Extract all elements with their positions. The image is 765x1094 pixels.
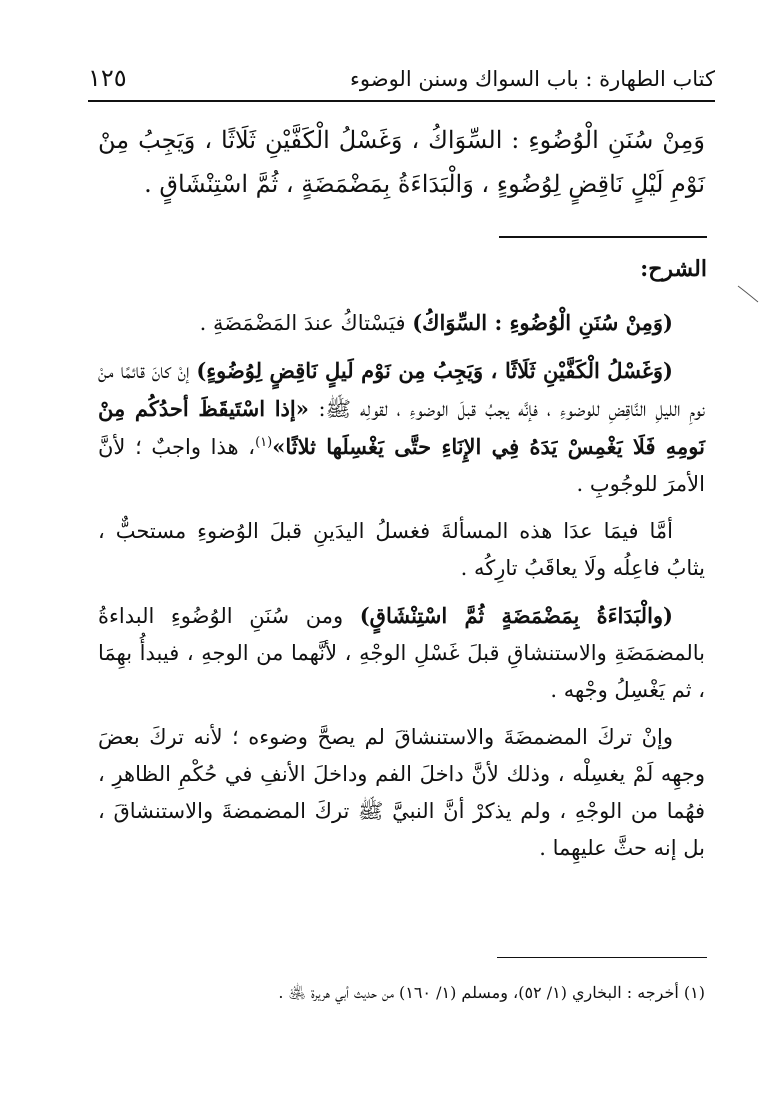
running-title: كتاب الطهارة : باب السواك وسنن الوضوء	[350, 67, 715, 91]
footnote-divider	[497, 957, 707, 958]
sharh-heading: الشرح:	[640, 256, 707, 282]
paragraph-1	[98, 304, 705, 342]
paragraph-text: إنْ كانَ قائمًا منْ نومِ الليلِ النَّاقِضِ للوضوءِ ، فإنَّه يجبُ قبلَ الوضوءِ ، لقولِه ﷺ:	[98, 359, 705, 421]
paragraph-text: ومن سُنَنِ الوُضُوءِ البداءةُ بالمضمَضَةِ والاستنشاقِ قبلَ غَسْلِ الوجْهِ ، لأنَّهما من الوجهِ ، فيبدأُ بهِمَا ، ثم يَغْسِلُ وجْهه .	[98, 604, 705, 702]
page-number: ١٢٥	[88, 64, 127, 92]
section-divider	[499, 236, 707, 238]
paragraph-3	[98, 513, 705, 587]
commentary-body	[98, 304, 705, 877]
quoted-matn: (والْبَدَاءَةُ بِمَضْمَضَةٍ ثُمَّ اسْتِنْشَاقٍ)	[359, 603, 673, 628]
matn-text: وَمِنْ سُنَنِ الْوُضُوءِ : السِّوَاكُ ، وَغَسْلُ الْكَفَّيْنِ ثَلَاثًا ، وَيَجِبُ مِنْ نَوْمِ لَيْلٍ نَاقِضٍ لِوُضُوءٍ ، وَالْبَدَاءَةُ بِمَضْمَضَةٍ ، ثُمَّ اسْتِنْشَاقٍ .	[98, 126, 705, 198]
paragraph-text: أمَّا فيمَا عدَا هذه المسألةَ فغسلُ اليدَينِ قبلَ الوُضوءِ مستحبٌّ ، يثابُ فاعِلُه ولَا يعاقَبُ تارِكُه .	[98, 519, 705, 580]
footnote-reference[interactable]: (١)	[255, 435, 273, 450]
paragraph-5	[98, 719, 705, 867]
paragraph-4	[98, 597, 705, 709]
paragraph-text: وإنْ تركَ المضمضَةَ والاستنشاقَ لم يصحَّ وضوءه ؛ لأنه تركَ بعضَ وجهِه لَمْ يغسِلْه ، وذلك لأنَّ داخلَ الفم وداخلَ الأنفِ في حُكْمِ الظاهرِ ، فهُما من الوجْهِ ، ولم يذكرْ أنَّ النبيَّ ﷺ تركَ المضمضةَ والاستنشاقَ ، بل إنه حثَّ عليهِما .	[98, 725, 705, 860]
footnote: (١) أخرجه : البخاري (١/ ٥٢)، ومسلم (١/ ١٦٠) من حديث أبي هريرة ﵁ .	[278, 983, 705, 1002]
quoted-matn: (وَغَسْلُ الْكَفَّيْنِ ثَلَاثًا ، وَيَجِبُ مِن نَوْم لَيلٍ نَاقِضٍ لِوُضُوءٍ)	[196, 358, 673, 383]
paragraph-text: ، هذا واجبٌ ؛ لأنَّ الأمرَ للوجُوبِ .	[98, 435, 705, 496]
paragraph-text: فيَسْتاكُ عندَ المَضْمَضَةِ .	[199, 311, 413, 335]
margin-mark-icon	[736, 284, 760, 304]
quoted-matn: (وَمِنْ سُنَنِ الْوُضُوءِ : السِّوَاكُ)	[412, 310, 673, 335]
header-rule	[88, 100, 715, 102]
hadith-quote: «إذا اسْتَيقَظَ أحدُكُم مِنْ نَومِهِ فَلَا يَغْمِسْ يَدَهُ فِي الإِنَاءِ حتَّى يَغْسِلَها ثلاثًا»	[98, 396, 705, 459]
page-header	[88, 56, 715, 96]
paragraph-2	[98, 352, 705, 503]
